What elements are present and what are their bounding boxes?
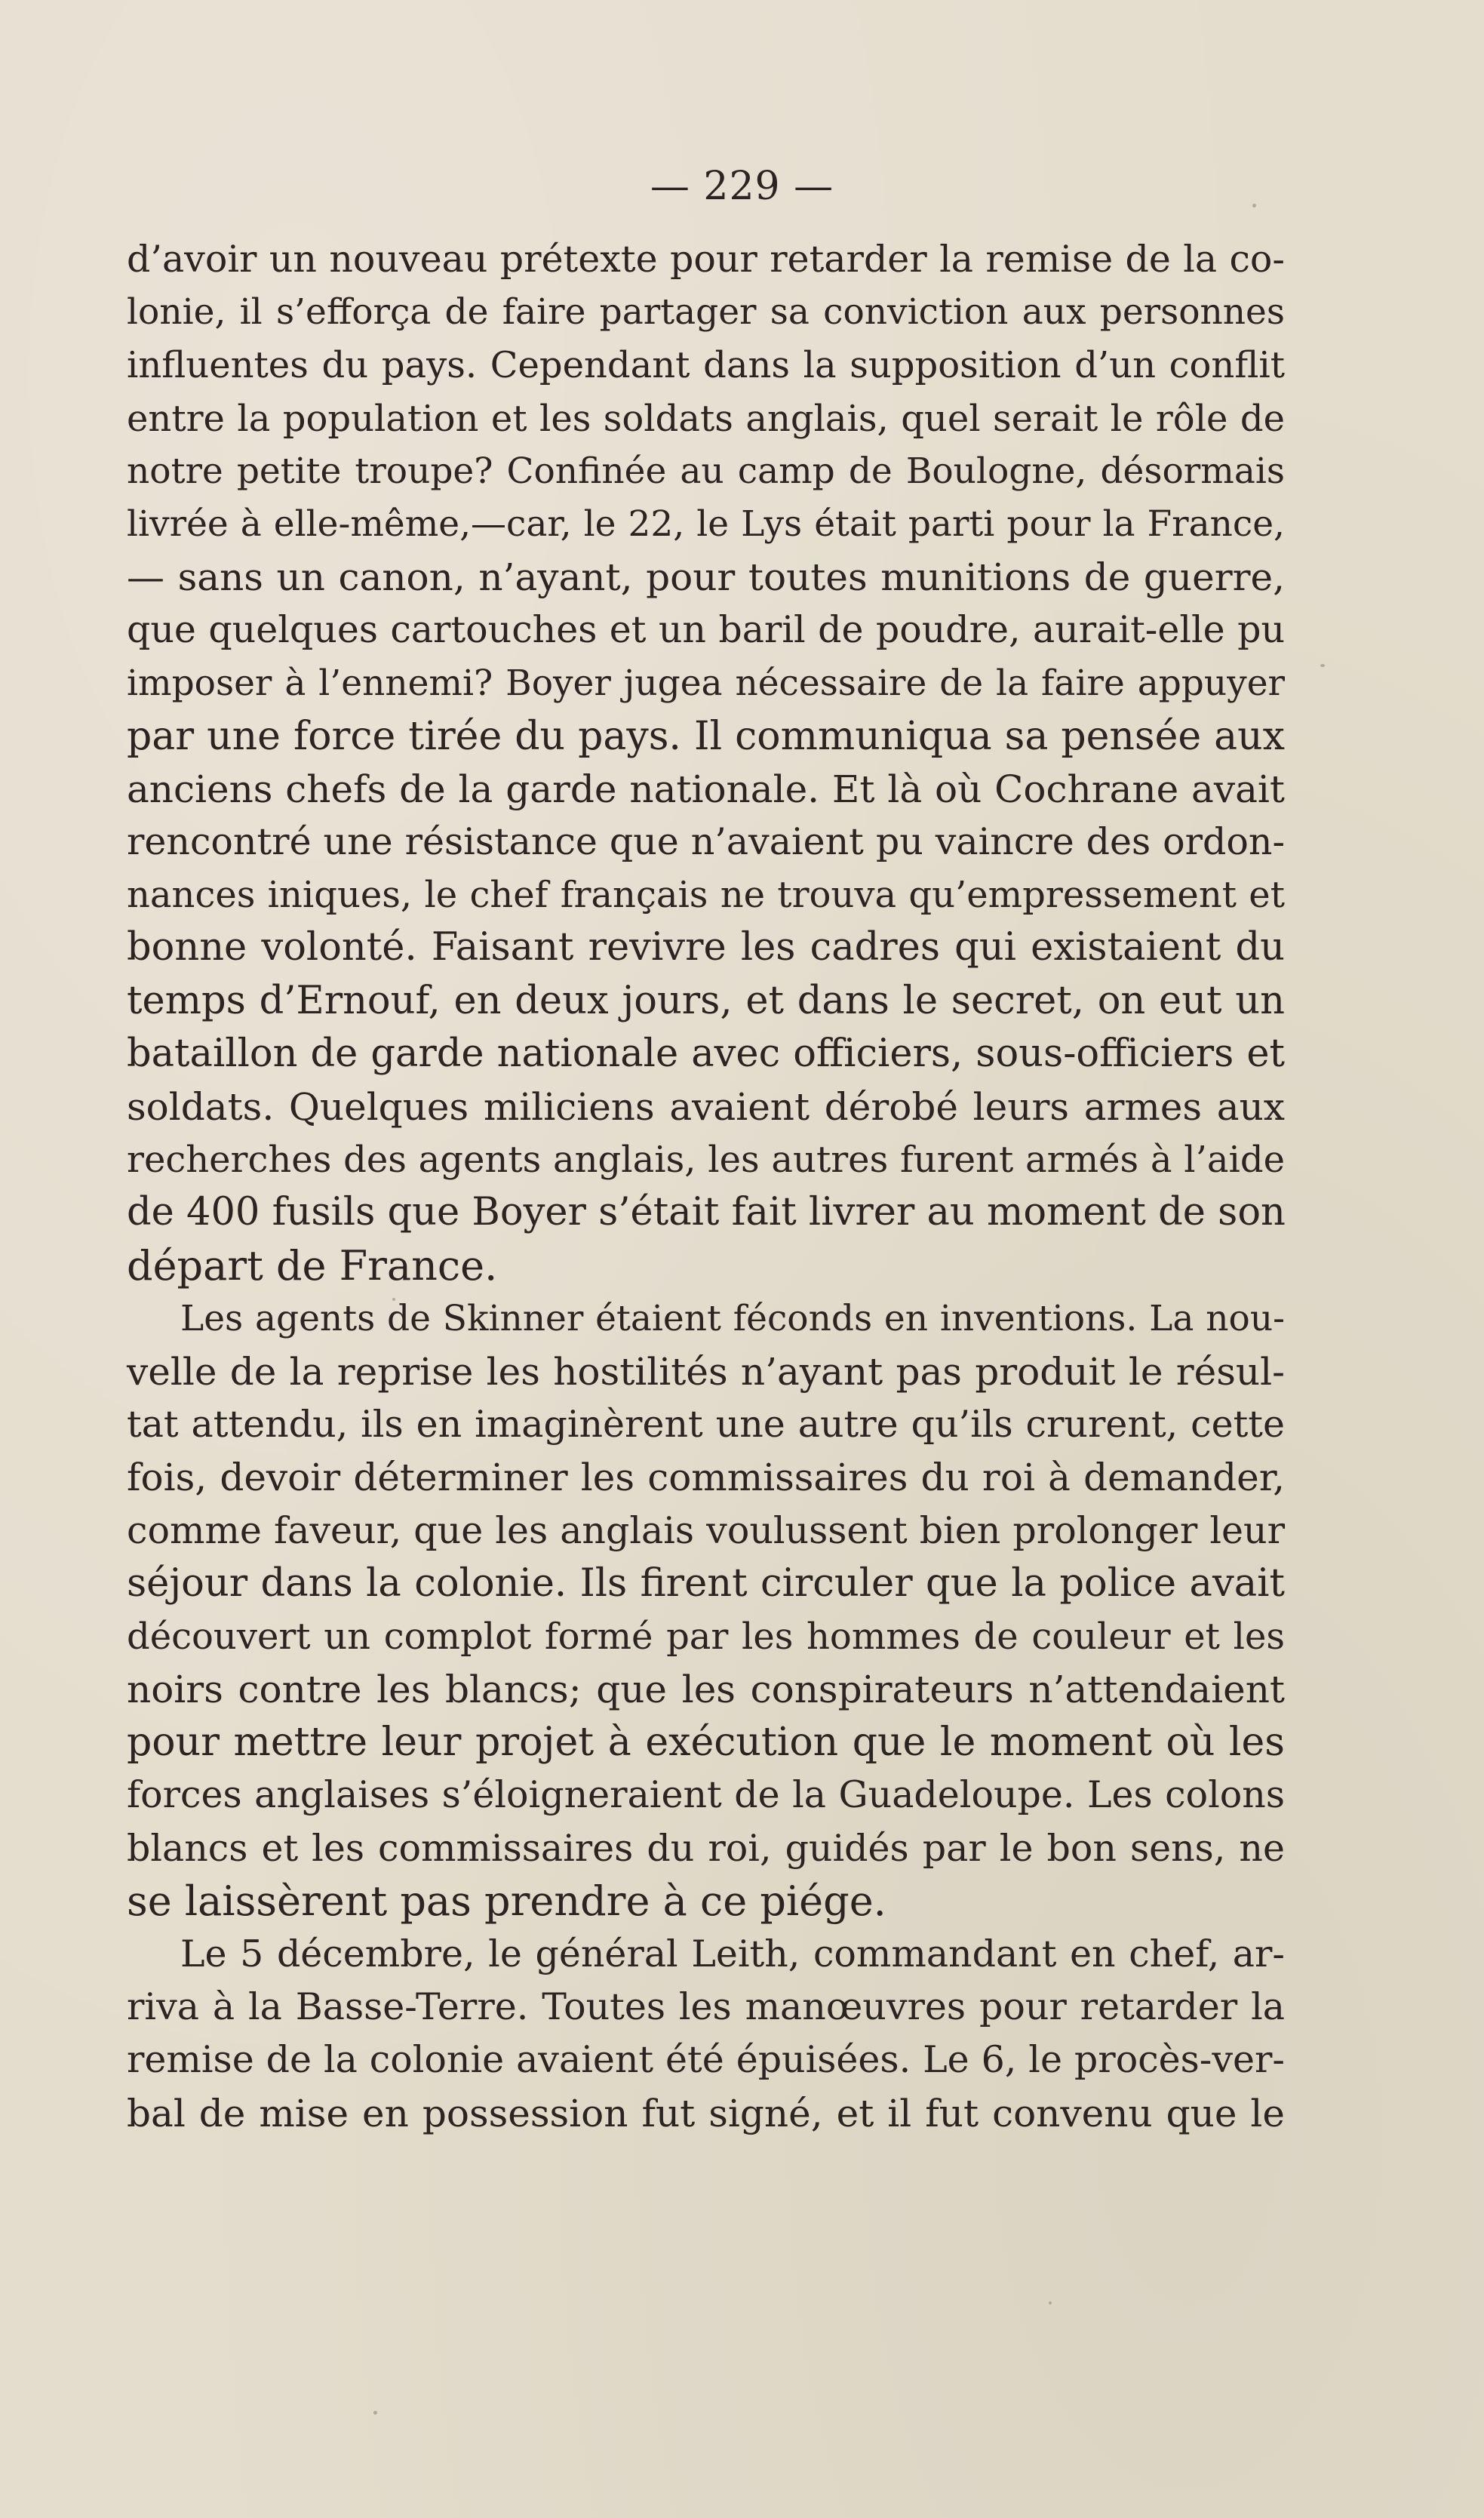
text-line: influentes du pays. Cependant dans la supposition d’un conflit (127, 344, 1285, 387)
text-line: découvert un complot formé par les hommes de couleur et les (127, 1615, 1285, 1658)
text-line: noirs contre les blancs; que les conspirateurs n’attendaient (127, 1668, 1285, 1712)
text-line: que quelques cartouches et un baril de poudre, aurait-elle pu (127, 608, 1285, 652)
paper-speck (373, 2411, 377, 2415)
paper-speck (1049, 2301, 1052, 2304)
text-line: entre la population et les soldats anglais, quel serait le rôle de (127, 397, 1285, 440)
text-line: rencontré une résistance que n’avaient pu vaincre des ordon- (127, 820, 1285, 864)
text-line: soldats. Quelques miliciens avaient dérobé leurs armes aux (127, 1085, 1285, 1129)
text-line: blancs et les commissaires du roi, guidés par le bon sens, ne (127, 1826, 1285, 1870)
text-line: bal de mise en possession fut signé, et il fut convenu que le (127, 2091, 1285, 2135)
text-line: par une force tirée du pays. Il communiqua sa pensée aux (127, 713, 1285, 759)
text-line: se laissèrent pas prendre à ce piége. (127, 1877, 886, 1925)
text-line: anciens chefs de la garde nationale. Et là où Cochrane avait (127, 767, 1285, 811)
text-line: remise de la colonie avaient été épuisées. Le 6, le procès-ver- (127, 2038, 1285, 2082)
text-line: recherches des agents anglais, les autres furent armés à l’aide (127, 1139, 1285, 1182)
text-line: temps d’Ernouf, en deux jours, et dans le secret, on eut un (127, 978, 1285, 1023)
text-line: forces anglaises s’éloigneraient de la Guadeloupe. Les colons (127, 1773, 1285, 1817)
text-line: départ de France. (127, 1241, 498, 1290)
text-line: Le 5 décembre, le général Leith, commandant en chef, ar- (180, 1932, 1285, 1975)
text-line: notre petite troupe? Confinée au camp de Boulogne, désormais (127, 450, 1285, 492)
text-line: Les agents de Skinner étaient féconds en inventions. La nou- (180, 1297, 1285, 1339)
text-line: fois, devoir déterminer les commissaires du roi à demander, (127, 1456, 1285, 1500)
text-line: imposer à l’ennemi? Boyer jugea nécessaire de la faire appuyer (127, 662, 1285, 704)
body-text (127, 233, 1285, 2140)
text-line: livrée à elle-même,—car, le 22, le Lys était parti pour la France, (127, 503, 1285, 545)
text-line: pour mettre leur projet à exécution que le moment où les (127, 1720, 1285, 1766)
text-line: bataillon de garde nationale avec officiers, sous-officiers et (127, 1031, 1285, 1076)
text-line: nances iniques, le chef français ne trouva qu’empressement et (127, 874, 1285, 917)
paper-speck (1320, 664, 1325, 667)
text-line: comme faveur, que les anglais voulussent bien prolonger leur (127, 1508, 1285, 1552)
text-line: séjour dans la colonie. Ils firent circuler que la police avait (127, 1560, 1285, 1606)
text-line: lonie, il s’efforça de faire partager sa conviction aux personnes (127, 291, 1285, 334)
paper-speck (392, 1298, 395, 1301)
text-line: riva à la Basse-Terre. Toutes les manœuvres pour retarder la (127, 1985, 1285, 2029)
text-line: bonne volonté. Faisant revivre les cadres qui existaient du (127, 925, 1285, 970)
text-line: de 400 fusils que Boyer s’était fait livrer au moment de son (127, 1190, 1286, 1235)
paper-speck (1252, 204, 1256, 208)
text-line: — sans un canon, n’ayant, pour toutes munitions de guerre, (127, 555, 1285, 600)
text-line: tat attendu, ils en imaginèrent une autre qu’ils crurent, cette (127, 1403, 1285, 1447)
page-number: — 229 — (650, 164, 834, 209)
text-line: d’avoir un nouveau prétexte pour retarder la remise de la co- (127, 238, 1285, 281)
text-line: velle de la reprise les hostilités n’ayant pas produit le résul- (127, 1349, 1285, 1394)
